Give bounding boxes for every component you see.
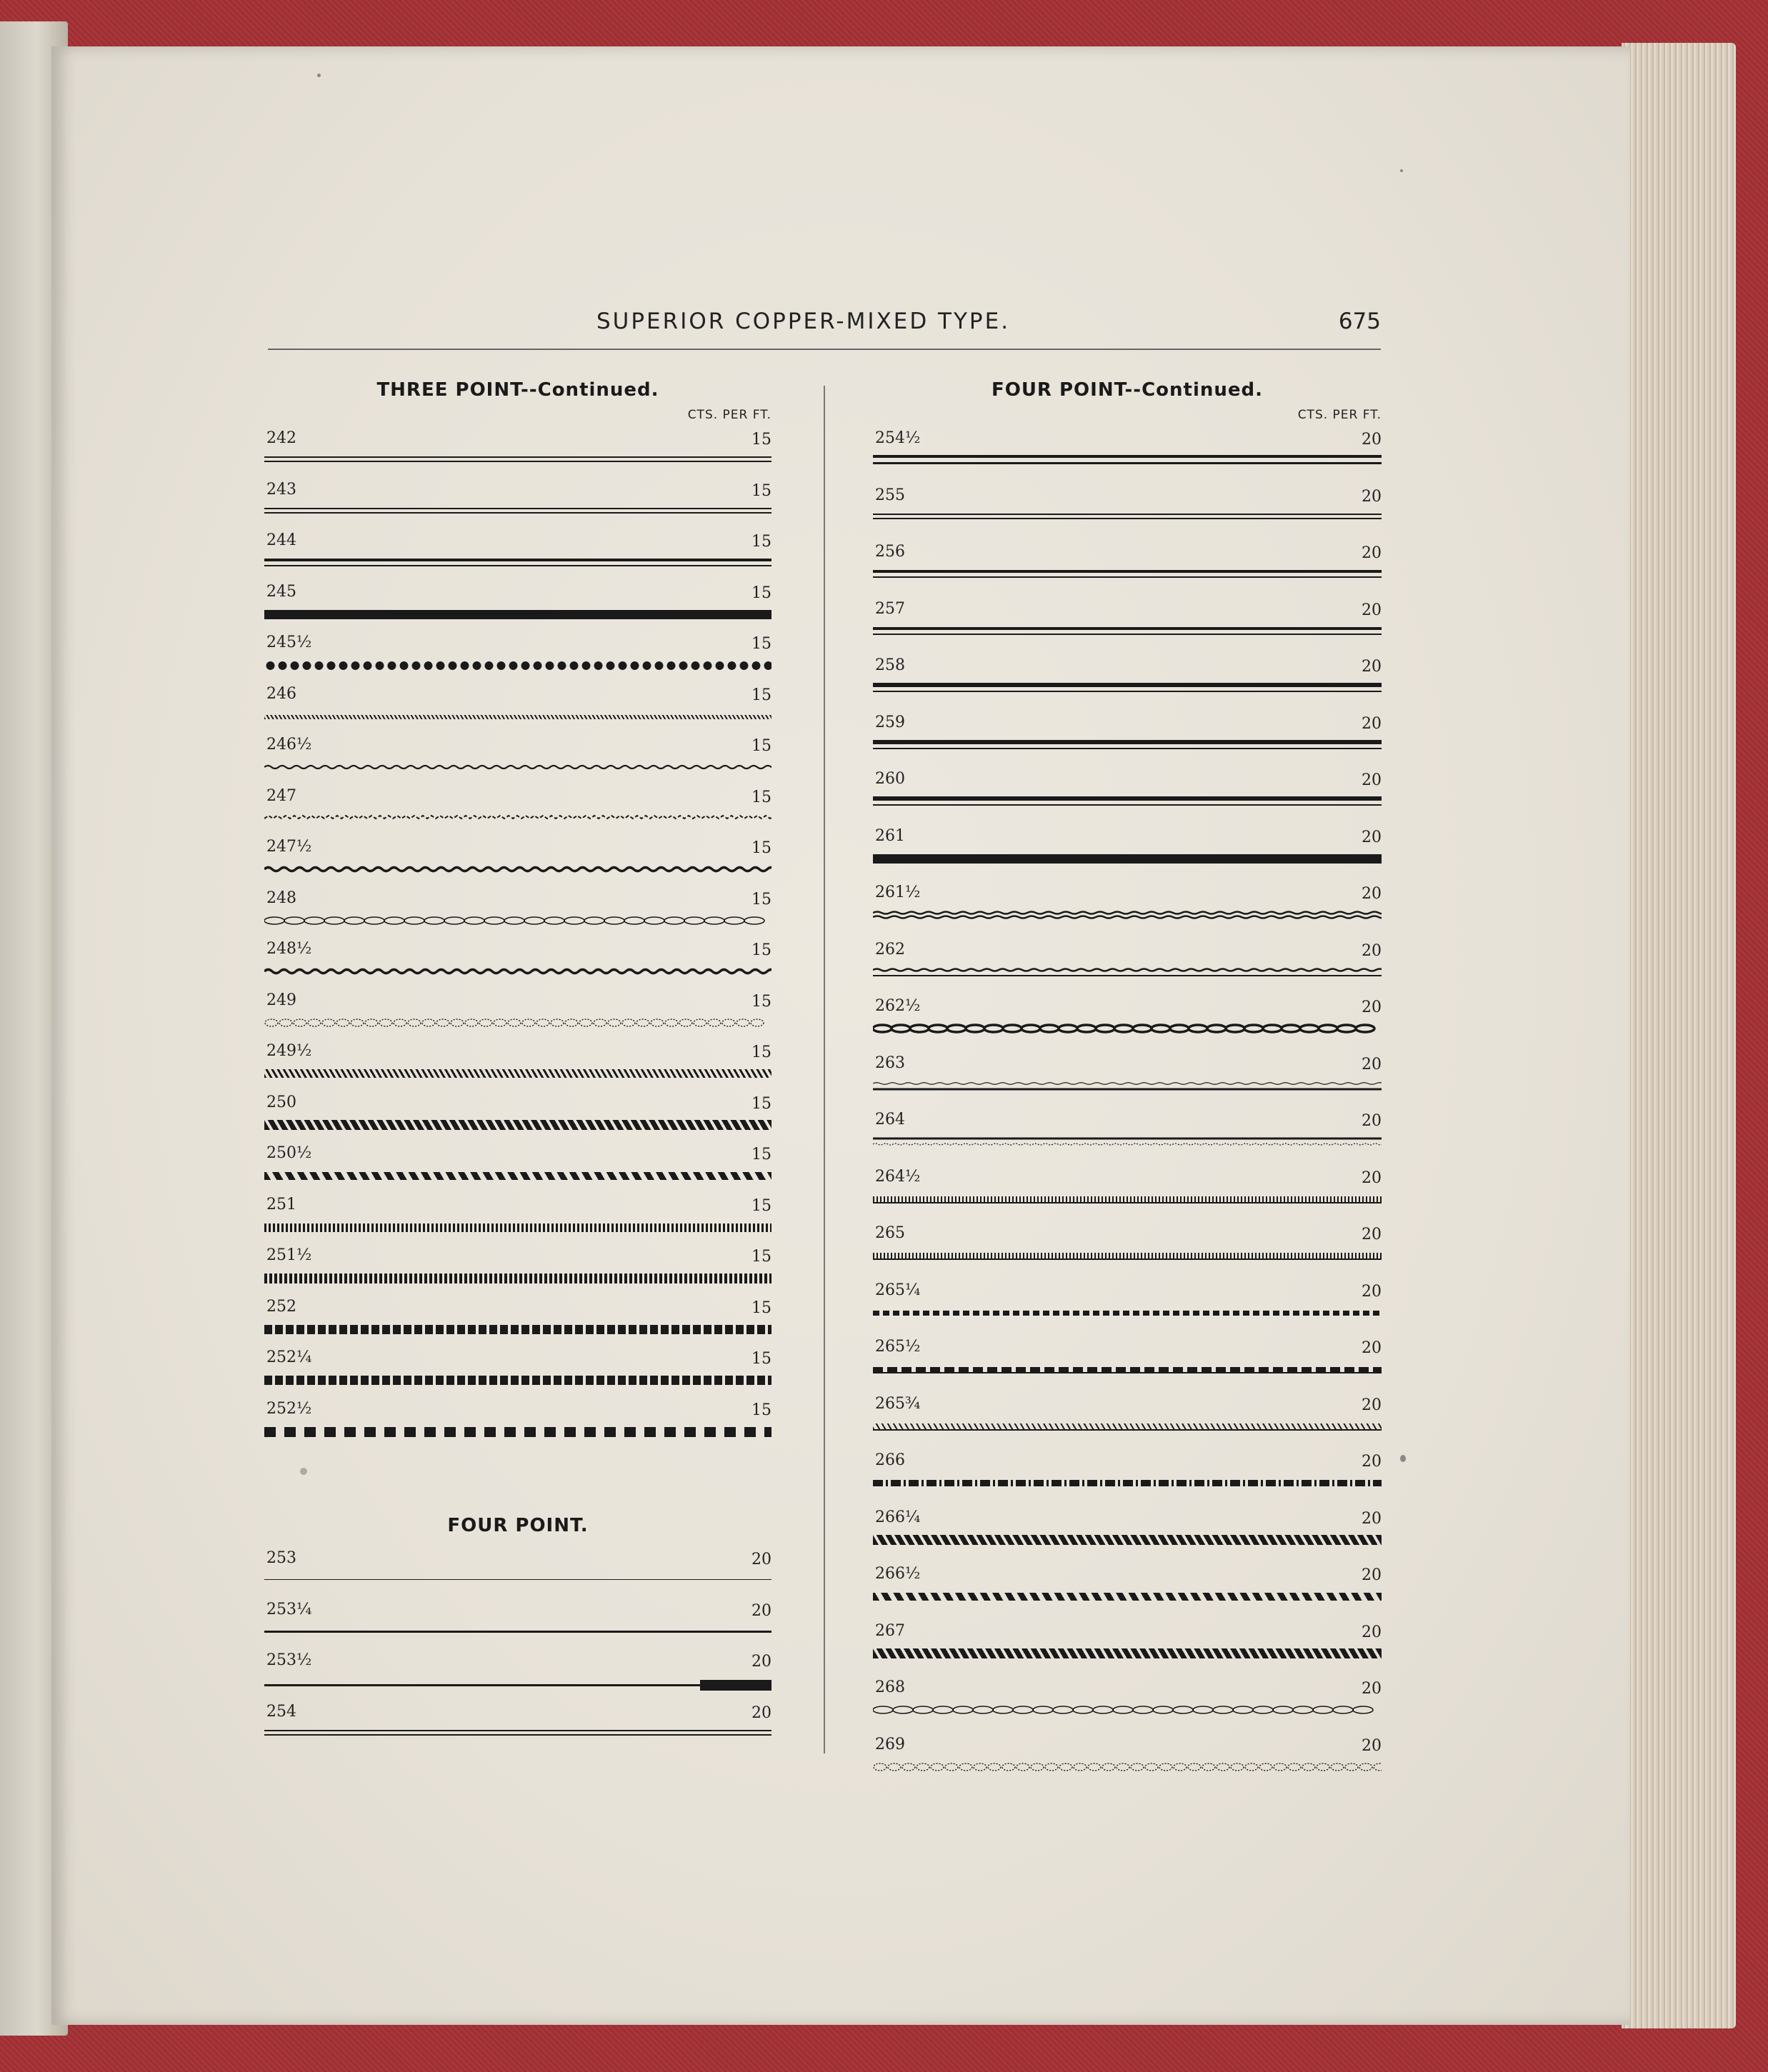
border-rule-specimen xyxy=(264,914,771,927)
border-specimen-row xyxy=(264,783,771,834)
specimen-price: 15 xyxy=(751,481,771,500)
border-specimen-row xyxy=(264,681,771,732)
border-specimen-row xyxy=(873,1277,1382,1334)
specimen-number: 261½ xyxy=(875,884,921,901)
specimen-number: 246 xyxy=(266,684,296,703)
specimen-number: 253½ xyxy=(266,1651,312,1669)
border-specimen-row xyxy=(873,823,1382,880)
border-rule-specimen xyxy=(264,965,771,978)
specimen-number: 266½ xyxy=(875,1565,921,1583)
border-specimen-row xyxy=(264,1545,771,1596)
specimen-price: 20 xyxy=(1362,999,1382,1016)
specimen-number: 242 xyxy=(266,429,296,447)
specimen-number: 255 xyxy=(875,486,905,504)
border-specimen-row xyxy=(873,425,1382,482)
specimen-price: 20 xyxy=(1362,1168,1382,1187)
left-column xyxy=(264,375,771,1749)
specimen-number: 250½ xyxy=(266,1144,312,1162)
specimen-number: 265¼ xyxy=(875,1281,921,1299)
specimen-price: 20 xyxy=(751,1703,771,1722)
border-rule-specimen xyxy=(873,966,1382,979)
border-rule-specimen xyxy=(873,1367,1382,1373)
border-rule-specimen xyxy=(873,570,1382,578)
rule-end-block xyxy=(700,1680,771,1691)
section-gap xyxy=(264,1446,771,1511)
specimen-number: 243 xyxy=(266,480,296,499)
specimen-number: 256 xyxy=(875,543,905,561)
border-rule-specimen xyxy=(264,559,771,566)
specimen-price: 20 xyxy=(751,1653,771,1671)
border-rule-specimen xyxy=(873,627,1382,635)
specimen-price: 20 xyxy=(1362,1055,1382,1073)
section-heading: THREE POINT--Continued. xyxy=(376,379,659,401)
border-rule-specimen xyxy=(264,1223,771,1232)
specimen-price: 20 xyxy=(1362,1453,1382,1471)
specimen-price: 15 xyxy=(751,584,771,602)
border-rule-specimen xyxy=(264,610,771,619)
border-specimen-row xyxy=(264,1038,771,1089)
specimen-price: 15 xyxy=(751,1401,771,1419)
specimen-number: 252½ xyxy=(266,1399,312,1418)
specimen-price: 15 xyxy=(751,1094,771,1113)
specimen-price: 15 xyxy=(751,1196,771,1215)
specimen-price: 20 xyxy=(1362,601,1382,619)
border-specimen-row xyxy=(873,539,1382,596)
specimen-price: 15 xyxy=(751,941,771,959)
specimen-number: 251½ xyxy=(266,1246,312,1264)
specimen-number: 249 xyxy=(266,991,296,1009)
column-divider xyxy=(824,386,825,1753)
specimen-price: 15 xyxy=(751,890,771,909)
specimen-number: 257 xyxy=(875,599,905,618)
specimen-price: 15 xyxy=(751,839,771,857)
border-specimen-row xyxy=(873,652,1382,709)
specimen-number: 261 xyxy=(875,826,905,845)
specimen-price: 15 xyxy=(751,1043,771,1061)
border-rule-specimen xyxy=(264,661,771,671)
border-rule-specimen xyxy=(264,456,771,462)
page-speck xyxy=(317,74,321,77)
specimen-number: 254 xyxy=(266,1702,296,1721)
specimen-number: 263 xyxy=(875,1053,905,1072)
specimen-price: 15 xyxy=(751,635,771,653)
border-rule-specimen xyxy=(873,740,1382,749)
border-specimen-row xyxy=(873,596,1382,653)
border-specimen-list xyxy=(264,1545,771,1749)
specimen-number: 262½ xyxy=(875,997,921,1015)
border-rule-specimen xyxy=(264,715,771,719)
border-specimen-row xyxy=(873,1618,1382,1675)
border-specimen-row xyxy=(264,987,771,1038)
specimen-number: 266 xyxy=(875,1451,905,1469)
border-specimen-row xyxy=(264,834,771,885)
border-specimen-row xyxy=(873,1391,1382,1448)
specimen-price: 20 xyxy=(1362,1736,1382,1755)
border-specimen-row xyxy=(264,936,771,987)
specimen-price: 20 xyxy=(1362,487,1382,506)
specimen-number: 244 xyxy=(266,531,296,549)
border-rule-specimen xyxy=(873,1703,1382,1716)
border-rule-specimen xyxy=(873,1079,1382,1092)
page-number: 675 xyxy=(1338,309,1381,334)
specimen-number: 265½ xyxy=(875,1338,921,1356)
specimen-number: 252¼ xyxy=(266,1348,312,1366)
specimen-number: 252 xyxy=(266,1297,296,1316)
border-rule-specimen xyxy=(264,1631,771,1633)
border-rule-specimen xyxy=(264,1120,771,1130)
border-specimen-row xyxy=(873,482,1382,539)
specimen-number: 249½ xyxy=(266,1042,312,1060)
specimen-number: 253 xyxy=(266,1549,296,1567)
specimen-price: 15 xyxy=(751,788,771,806)
border-rule-specimen xyxy=(873,796,1382,806)
section-heading: FOUR POINT--Continued. xyxy=(991,379,1264,401)
border-rule-specimen xyxy=(873,1253,1382,1260)
border-rule-specimen xyxy=(264,1376,771,1385)
specimen-number: 247½ xyxy=(266,838,312,856)
border-rule-specimen xyxy=(264,1273,771,1283)
specimen-number: 266¼ xyxy=(875,1508,921,1526)
price-unit-label: CTS. PER FT. xyxy=(687,408,771,422)
border-specimen-list xyxy=(873,425,1382,1788)
specimen-number: 259 xyxy=(875,713,905,731)
running-title: SUPERIOR COPPER-MIXED TYPE. xyxy=(596,309,1011,334)
specimen-price: 20 xyxy=(1362,771,1382,789)
specimen-price: 15 xyxy=(751,737,771,755)
specimen-number: 260 xyxy=(875,770,905,788)
border-specimen-row xyxy=(264,1191,771,1243)
border-rule-specimen xyxy=(264,508,771,514)
specimen-number: 267 xyxy=(875,1621,905,1640)
border-rule-specimen xyxy=(264,1427,771,1437)
border-specimen-row xyxy=(264,1140,771,1191)
specimen-price: 15 xyxy=(751,1298,771,1317)
specimen-number: 245 xyxy=(266,582,296,601)
specimen-price: 20 xyxy=(1362,544,1382,562)
specimen-number: 246½ xyxy=(266,736,312,754)
specimen-number: 247 xyxy=(266,786,296,805)
border-rule-specimen xyxy=(264,1016,771,1029)
border-specimen-row xyxy=(873,879,1382,936)
border-specimen-row xyxy=(873,1504,1382,1561)
border-specimen-row xyxy=(264,579,771,630)
border-specimen-row xyxy=(264,1647,771,1698)
specimen-number: 251 xyxy=(266,1195,296,1213)
specimen-price: 15 xyxy=(751,533,771,551)
border-specimen-row xyxy=(873,1333,1382,1391)
specimen-price: 20 xyxy=(751,1601,771,1620)
specimen-price: 20 xyxy=(1362,885,1382,903)
specimen-number: 248½ xyxy=(266,940,312,958)
border-rule-specimen xyxy=(264,1325,771,1334)
specimen-price: 20 xyxy=(1362,1680,1382,1698)
page-block-edges xyxy=(1622,43,1736,2028)
border-rule-specimen xyxy=(873,1480,1382,1486)
border-specimen-row xyxy=(873,1163,1382,1221)
border-rule-specimen xyxy=(873,1196,1382,1203)
border-rule-specimen xyxy=(873,1022,1382,1035)
specimen-price: 15 xyxy=(751,992,771,1011)
border-specimen-row xyxy=(873,936,1382,994)
specimen-price: 15 xyxy=(751,1146,771,1163)
border-specimen-row xyxy=(873,1561,1382,1618)
specimen-price: 20 xyxy=(1362,1509,1382,1528)
border-specimen-row xyxy=(873,1731,1382,1788)
border-rule-specimen xyxy=(264,1579,771,1580)
specimen-price: 20 xyxy=(1362,1396,1382,1414)
specimen-price: 20 xyxy=(1362,828,1382,846)
border-rule-specimen xyxy=(873,1648,1382,1658)
border-specimen-row xyxy=(264,1596,771,1648)
border-specimen-row xyxy=(264,1698,771,1750)
specimen-price: 20 xyxy=(1362,1226,1382,1243)
specimen-price: 20 xyxy=(1362,431,1382,449)
specimen-number: 254½ xyxy=(875,429,921,447)
specimen-price: 20 xyxy=(1362,941,1382,960)
border-specimen-row xyxy=(873,1050,1382,1107)
border-rule-specimen xyxy=(873,683,1382,692)
border-rule-specimen xyxy=(873,1761,1382,1773)
border-rule-specimen xyxy=(264,1069,771,1078)
border-rule-specimen xyxy=(264,863,771,876)
border-rule-specimen xyxy=(873,514,1382,519)
border-specimen-row xyxy=(873,1106,1382,1163)
border-specimen-row xyxy=(873,1674,1382,1731)
specimen-price: 15 xyxy=(751,1350,771,1368)
right-column xyxy=(873,375,1382,1788)
specimen-number: 262 xyxy=(875,940,905,959)
border-rule-specimen xyxy=(873,1311,1382,1316)
page-speck xyxy=(1400,1455,1406,1462)
specimen-number: 265 xyxy=(875,1224,905,1242)
border-rule-specimen xyxy=(264,1172,771,1180)
border-specimen-row xyxy=(264,1089,771,1141)
border-specimen-row xyxy=(264,731,771,783)
specimen-price: 15 xyxy=(751,431,771,449)
border-rule-specimen xyxy=(873,854,1382,864)
price-unit-label: CTS. PER FT. xyxy=(1297,408,1382,422)
border-rule-specimen xyxy=(264,1684,771,1686)
border-specimen-row xyxy=(873,1447,1382,1504)
border-rule-specimen xyxy=(264,1730,771,1736)
specimen-number: 250 xyxy=(266,1093,296,1111)
border-specimen-row xyxy=(873,766,1382,823)
specimen-price: 15 xyxy=(751,686,771,704)
border-specimen-row xyxy=(873,709,1382,766)
specimen-price: 20 xyxy=(1362,658,1382,676)
border-rule-specimen xyxy=(264,761,771,774)
border-rule-specimen xyxy=(873,455,1382,464)
section-heading: FOUR POINT. xyxy=(447,1515,589,1536)
border-specimen-row xyxy=(873,1220,1382,1277)
border-rule-specimen xyxy=(873,1423,1382,1431)
specimen-number: 264 xyxy=(875,1111,905,1128)
border-specimen-row xyxy=(264,425,771,476)
specimen-price: 20 xyxy=(1362,1623,1382,1641)
border-rule-specimen xyxy=(873,909,1382,921)
specimen-number: 269 xyxy=(875,1735,905,1753)
specimen-number: 268 xyxy=(875,1678,905,1696)
specimen-price: 15 xyxy=(751,1248,771,1266)
specimen-number: 258 xyxy=(875,656,905,674)
border-specimen-row xyxy=(264,885,771,936)
border-rule-specimen xyxy=(873,1136,1382,1148)
border-specimen-row xyxy=(264,1396,771,1447)
border-specimen-row xyxy=(873,993,1382,1050)
specimen-price: 20 xyxy=(1362,1282,1382,1301)
specimen-price: 20 xyxy=(751,1551,771,1568)
border-specimen-row xyxy=(264,1344,771,1396)
specimen-number: 264½ xyxy=(875,1167,921,1186)
specimen-price: 20 xyxy=(1362,1566,1382,1584)
border-specimen-list xyxy=(264,425,771,1446)
border-specimen-row xyxy=(264,527,771,579)
border-specimen-row xyxy=(264,1293,771,1345)
running-header xyxy=(268,309,1381,350)
border-specimen-row xyxy=(264,1242,771,1293)
specimen-number: 265¾ xyxy=(875,1394,921,1413)
border-rule-specimen xyxy=(264,812,771,825)
specimen-number: 248 xyxy=(266,889,296,907)
border-rule-specimen xyxy=(873,1593,1382,1601)
border-rule-specimen xyxy=(873,1535,1382,1545)
specimen-price: 20 xyxy=(1362,1112,1382,1130)
border-specimen-row xyxy=(264,476,771,528)
page-speck xyxy=(1400,169,1403,172)
specimen-price: 20 xyxy=(1362,714,1382,733)
border-specimen-row xyxy=(264,629,771,681)
specimen-number: 253¼ xyxy=(266,1600,312,1618)
specimen-price: 20 xyxy=(1362,1339,1382,1357)
specimen-number: 245½ xyxy=(266,634,312,651)
